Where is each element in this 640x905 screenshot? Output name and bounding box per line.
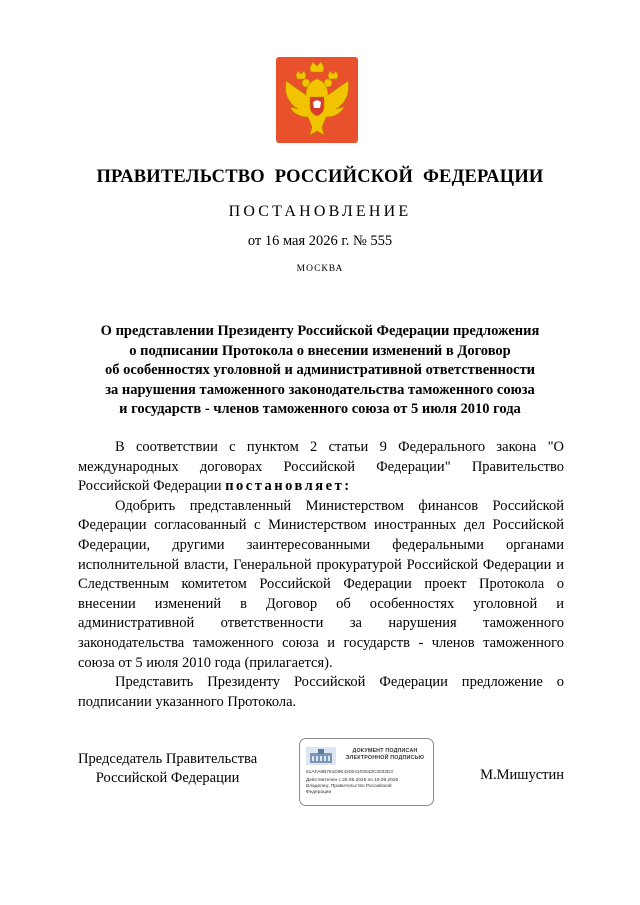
title-line: и государств - членов таможенного союза от 5 июля 2010 года bbox=[119, 401, 521, 417]
title-line: за нарушения таможенного законодательства таможенного союза bbox=[105, 381, 535, 398]
position-line-2: Российской Федерации bbox=[95, 770, 240, 786]
document-type: ПОСТАНОВЛЕНИЕ bbox=[228, 203, 412, 220]
paragraph-2: Одобрить представленный Министерством финансов Российской Федерации согласованный с Министерством иностранных дел Российской Федерации, другими заинтересованными федеральными органами исполнительной власти, Генеральной прокуратурой Российской Федерации и Следственным комитетом Российской Федерации проект Протокола о внесении изменений в Договор об особенностях уголовной и административной ответственности за нарушения таможенного законодательства таможенного союза и государств - членов таможенного союза от 5 июля 2010 года (прилагается). bbox=[78, 497, 564, 671]
paragraph-1-text: В соответствии с пунктом 2 статьи 9 Федерального закона "О международных договорах Российской Федерации" Правительство Российской Федерации bbox=[78, 439, 564, 495]
signatory-position bbox=[78, 750, 257, 788]
paragraph-3: Представить Президенту Российской Федерации предложение о подписании указанного Протокола. bbox=[78, 674, 564, 710]
stamp-owner-2: Федерации bbox=[306, 790, 332, 795]
building-icon bbox=[306, 747, 336, 765]
title-line: об особенностях уголовной и административной ответственности bbox=[104, 362, 536, 378]
position-line-1: Председатель Правительства bbox=[78, 751, 258, 767]
city: МОСКВА bbox=[296, 264, 344, 274]
stamp-heading-1: ДОКУМЕНТ ПОДПИСАН bbox=[352, 748, 418, 754]
document-title bbox=[70, 322, 570, 420]
electronic-signature-stamp bbox=[299, 738, 434, 806]
stamp-owner-1: Владелец: Правительство Российской bbox=[306, 784, 392, 789]
stamp-heading-2: ЭЛЕКТРОННОЙ ПОДПИСЬЮ bbox=[345, 755, 425, 761]
stamp-heading bbox=[338, 748, 432, 762]
russian-coat-of-arms-emblem bbox=[276, 57, 358, 143]
document-body bbox=[78, 438, 564, 712]
title-line: О представлении Президенту Российской Федерации предложения bbox=[100, 323, 540, 339]
date-and-number: от 16 мая 2026 г. № 555 bbox=[247, 233, 393, 249]
signatory-name: М.Мишустин bbox=[480, 767, 564, 783]
stamp-validity: Действителен с 26.06.2025 по 19.09.2026 bbox=[306, 778, 399, 783]
paragraph-1 bbox=[78, 438, 564, 497]
decree-word: постановляет: bbox=[225, 478, 352, 495]
title-line: о подписании Протокола о внесении изменений в Договор bbox=[129, 342, 511, 359]
government-name: ПРАВИТЕЛЬСТВО РОССИЙСКОЙ ФЕДЕРАЦИИ bbox=[96, 167, 544, 187]
stamp-serial: 51AFA8B761D9E42004103543C3032E3 bbox=[306, 770, 393, 775]
